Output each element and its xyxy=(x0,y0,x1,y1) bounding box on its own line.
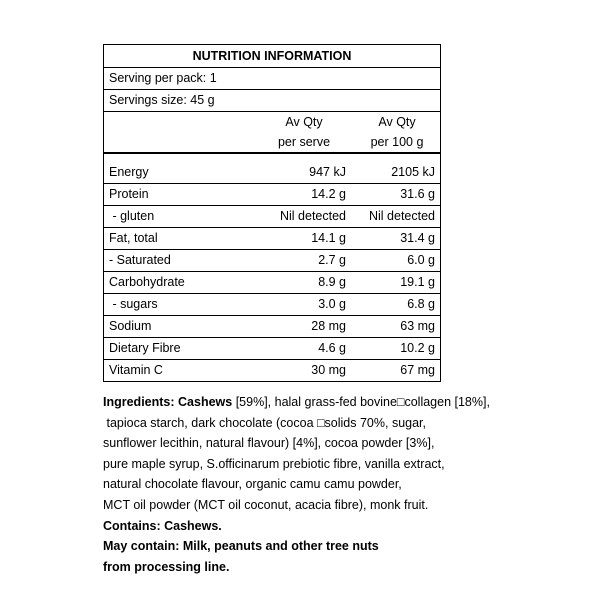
nutrient-per-serve: 947 kJ xyxy=(309,165,346,179)
header-spacer xyxy=(104,154,440,162)
nutrient-per-100g: 63 mg xyxy=(400,319,435,333)
nutrient-per-100g: 10.2 g xyxy=(400,341,435,355)
header-blank xyxy=(104,112,254,152)
nutrition-panel xyxy=(103,44,441,382)
ingredients-heading: Ingredients: xyxy=(103,395,175,409)
nutrient-label: Protein xyxy=(109,187,149,201)
ingredients-text: natural chocolate flavour, organic camu camu powder, xyxy=(103,477,402,492)
nutrient-row xyxy=(104,228,440,250)
ingredients-text: [59%], halal grass-fed bovine□collagen [18%], xyxy=(232,395,490,409)
may-contain-line-2: from processing line. xyxy=(103,559,230,574)
nutrient-per-serve: 3.0 g xyxy=(318,297,346,311)
serving-per-pack: Serving per pack: 1 xyxy=(109,71,217,85)
nutrient-row xyxy=(104,360,440,381)
serving-size: Servings size: 45 g xyxy=(104,89,440,112)
ingredients-text: tapioca starch, dark chocolate (cocoa □solids 70%, sugar, xyxy=(103,415,426,430)
nutrient-per-100g: 31.6 g xyxy=(400,187,435,201)
may-contain-line-1: May contain: Milk, peanuts and other tree nuts xyxy=(103,539,379,554)
nutrient-label: Fat, total xyxy=(109,231,158,245)
ingredients-line xyxy=(103,392,573,413)
ingredients-line xyxy=(103,413,573,434)
nutrient-label: Dietary Fibre xyxy=(109,341,181,355)
nutrient-per-serve: 4.6 g xyxy=(318,341,346,355)
nutrient-row xyxy=(104,316,440,338)
nutrient-row xyxy=(104,272,440,294)
nutrient-per-serve: 14.2 g xyxy=(311,187,346,201)
nutrient-label: - sugars xyxy=(109,297,158,311)
ingredients-bold: Cashews xyxy=(178,395,233,409)
nutrient-per-100g: 6.0 g xyxy=(407,253,435,267)
nutrient-per-100g: 6.8 g xyxy=(407,297,435,311)
nutrient-per-serve: 8.9 g xyxy=(318,275,346,289)
nutrient-rows xyxy=(104,162,440,381)
ingredients-line xyxy=(103,454,573,475)
ingredients-text: MCT oil powder (MCT oil coconut, acacia fibre), monk fruit. xyxy=(103,497,429,512)
ingredients-line xyxy=(103,433,573,454)
nutrient-per-100g: 2105 kJ xyxy=(391,165,435,179)
nutrient-per-serve: 2.7 g xyxy=(318,253,346,267)
panel-title: NUTRITION INFORMATION xyxy=(104,45,440,68)
header-per-100g-line2: per 100 g xyxy=(370,135,424,149)
nutrient-label: Sodium xyxy=(109,319,152,333)
ingredients-line xyxy=(103,495,573,516)
nutrient-per-100g: 19.1 g xyxy=(400,275,435,289)
nutrient-row xyxy=(104,184,440,206)
nutrient-per-serve: 30 mg xyxy=(311,363,346,377)
nutrient-row xyxy=(104,206,440,228)
ingredients-lines xyxy=(103,392,573,516)
nutrient-label: Carbohydrate xyxy=(109,275,185,289)
contains-statement: Contains: Cashews. xyxy=(103,518,222,533)
nutrient-per-100g: 67 mg xyxy=(400,363,435,377)
nutrient-per-serve: Nil detected xyxy=(279,209,346,223)
nutrient-label: Energy xyxy=(109,165,149,179)
header-per-serve-line1: Av Qty xyxy=(285,115,323,129)
nutrient-per-serve: 28 mg xyxy=(311,319,346,333)
header-per-serve-line2: per serve xyxy=(277,135,331,149)
nutrient-per-serve: 14.1 g xyxy=(311,231,346,245)
nutrient-label: Vitamin C xyxy=(109,363,163,377)
nutrient-row xyxy=(104,338,440,360)
ingredients-block xyxy=(103,392,573,577)
nutrient-label: - gluten xyxy=(109,209,155,223)
header-per-100g-line1: Av Qty xyxy=(378,115,416,129)
column-headers xyxy=(104,112,440,154)
header-per-serve xyxy=(254,112,354,152)
nutrient-row xyxy=(104,162,440,184)
nutrient-label: - Saturated xyxy=(109,253,171,267)
ingredients-text: sunflower lecithin, natural flavour) [4%], cocoa powder [3%], xyxy=(103,436,435,451)
nutrient-row xyxy=(104,250,440,272)
ingredients-text: pure maple syrup, S.officinarum prebiotic fibre, vanilla extract, xyxy=(103,456,445,471)
header-per-100g xyxy=(354,112,440,152)
nutrient-row xyxy=(104,294,440,316)
nutrient-per-100g: Nil detected xyxy=(368,209,435,223)
nutrient-per-100g: 31.4 g xyxy=(400,231,435,245)
ingredients-line xyxy=(103,474,573,495)
